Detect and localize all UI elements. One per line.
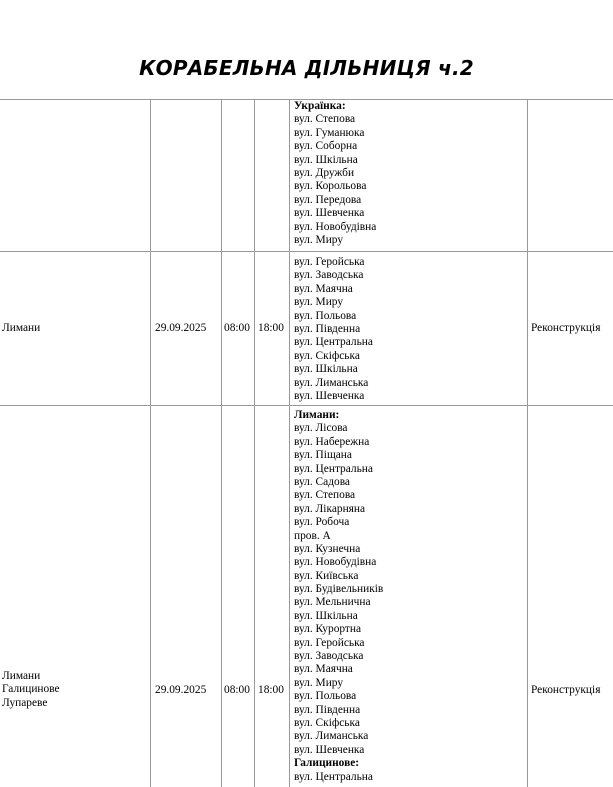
street-item: вул. Скіфська: [294, 349, 360, 362]
street-item: вул. Садова: [294, 475, 350, 488]
street-item: вул. Польова: [294, 309, 357, 322]
street-item: вул. Кузнечна: [294, 542, 361, 555]
street-item: вул. Шевченка: [294, 207, 365, 220]
street-item: вул. Степова: [294, 113, 356, 126]
locality-cell: [2, 322, 40, 335]
column-separator: [221, 99, 222, 787]
locality-name: Лупареве: [2, 696, 48, 709]
row-separator: [0, 251, 613, 252]
street-item: вул. Геройська: [294, 256, 365, 268]
column-separator: [254, 99, 255, 787]
date-cell: 29.09.2025: [155, 322, 207, 334]
locality-header: Галицинове:: [294, 757, 360, 770]
street-item: вул. Польова: [294, 690, 357, 703]
streets-list: [294, 100, 376, 247]
street-item: вул. Шкільна: [294, 153, 358, 166]
street-item: вул. Маячна: [294, 282, 353, 295]
page-title: КОРАБЕЛЬНА ДІЛЬНИЦЯ ч.2: [139, 56, 474, 80]
street-item: вул. Корольова: [294, 180, 367, 193]
column-separator: [527, 99, 528, 787]
street-item: вул. Південна: [294, 703, 361, 716]
street-item: вул. Лиманська: [294, 730, 369, 743]
street-item: вул. Центральна: [294, 770, 373, 783]
street-item: вул. Шевченка: [294, 743, 365, 756]
reason-cell: Реконструкція: [531, 684, 601, 696]
street-item: вул. Будівельників: [294, 583, 384, 596]
street-item: вул. Лиманська: [294, 376, 369, 389]
start-time-cell: 08:00: [224, 322, 250, 334]
street-item: вул. Робоча: [294, 516, 350, 529]
column-separator: [289, 99, 290, 787]
column-separator: [150, 99, 151, 787]
locality-name: Лимани: [2, 670, 41, 682]
street-item: вул. Київська: [294, 569, 359, 582]
street-item: вул. Південна: [294, 322, 361, 335]
street-item: вул. Піщана: [294, 449, 352, 462]
street-item: вул. Миру: [294, 676, 344, 689]
street-item: вул. Скіфська: [294, 716, 360, 729]
street-item: вул. Дружби: [294, 166, 355, 179]
street-item: вул. Новобудівна: [294, 220, 377, 233]
street-item: вул. Миру: [294, 233, 344, 246]
street-item: пров. А: [294, 529, 331, 542]
streets-list: [294, 409, 383, 784]
street-item: вул. Набережна: [294, 435, 370, 448]
street-item: вул. Заводська: [294, 269, 364, 282]
date-cell: 29.09.2025: [155, 684, 207, 696]
street-item: вул. Курортна: [294, 623, 362, 636]
street-item: вул. Гуманюка: [294, 126, 365, 139]
row-separator: [0, 405, 613, 406]
end-time-cell: 18:00: [258, 684, 284, 696]
reason-cell: Реконструкція: [531, 322, 601, 334]
street-item: вул. Лісова: [294, 422, 348, 435]
end-time-cell: 18:00: [258, 322, 284, 334]
start-time-cell: 08:00: [224, 684, 250, 696]
street-item: вул. Миру: [294, 296, 344, 309]
locality-cell: [2, 670, 60, 710]
street-item: вул. Лікарняна: [294, 502, 366, 515]
locality-name: Галицинове: [2, 683, 60, 696]
street-item: вул. Шкільна: [294, 609, 358, 622]
street-item: вул. Степова: [294, 489, 356, 502]
locality-name: Лимани: [2, 322, 41, 334]
streets-list: [294, 256, 373, 403]
street-item: вул. Новобудівна: [294, 556, 377, 569]
street-item: вул. Геройська: [294, 636, 365, 649]
street-item: вул. Шкільна: [294, 363, 358, 376]
street-item: вул. Центральна: [294, 462, 373, 475]
street-item: вул. Шевченка: [294, 389, 365, 402]
street-item: вул. Маячна: [294, 663, 353, 676]
street-item: вул. Соборна: [294, 140, 358, 153]
street-item: вул. Передова: [294, 193, 362, 206]
street-item: вул. Центральна: [294, 336, 373, 349]
locality-header: Лимани:: [294, 409, 340, 421]
street-item: вул. Мельнична: [294, 596, 371, 609]
locality-header: Українка:: [294, 100, 346, 112]
street-item: вул. Заводська: [294, 650, 364, 663]
